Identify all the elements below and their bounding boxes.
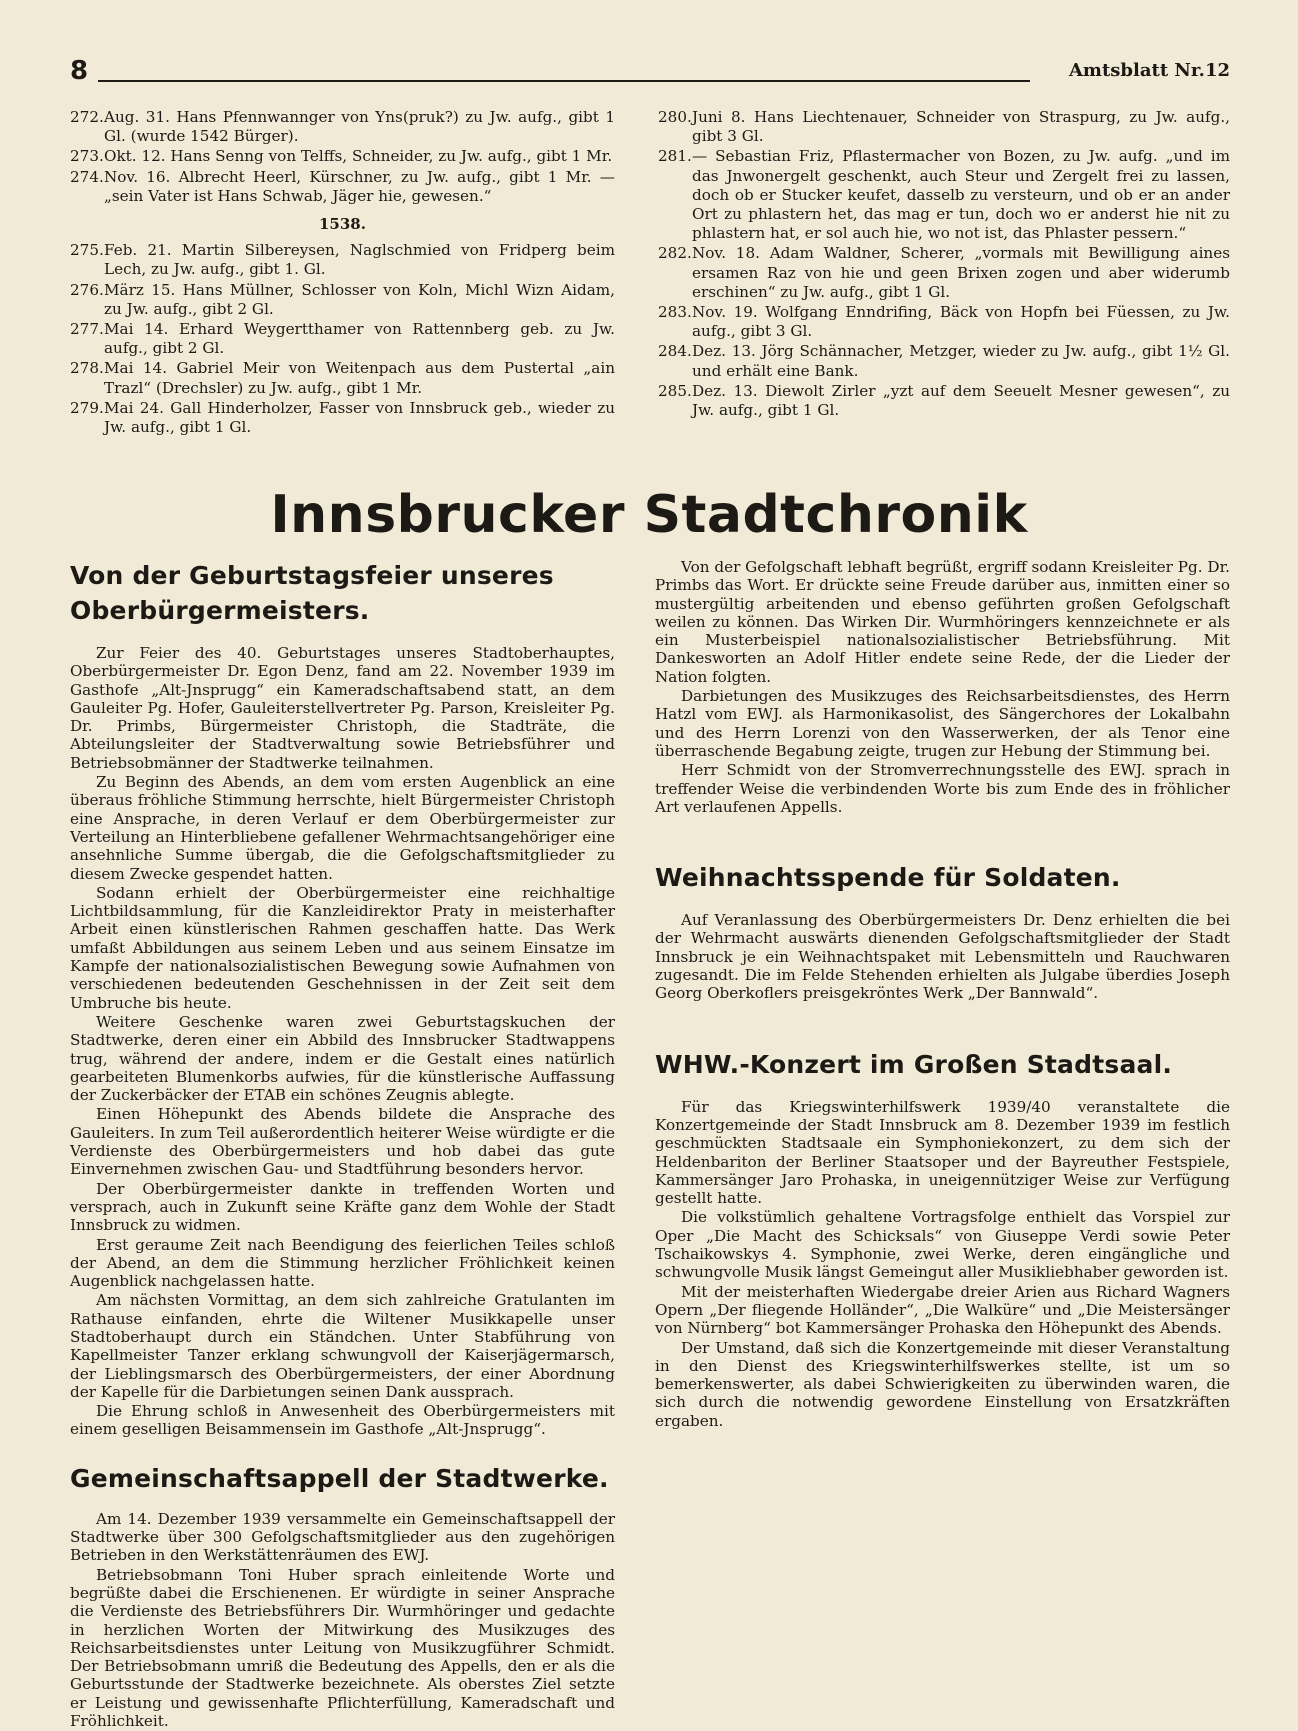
register-column-right (658, 108, 1230, 421)
paragraph: Die volkstümlich gehaltene Vortragsfolge enthielt das Vorspiel zur Oper „Die Macht des Schicksals“ von Giuseppe Verdi sowie Peter Tschaikowskys 4. Symphonie, zwei Werke, deren eingängliche und schwungvolle Musik längst Gemeingut aller Musikliebhaber geworden ist. (655, 1208, 1230, 1282)
headline-appell: Gemeinschaftsappell der Stadtwerke. (70, 1463, 609, 1493)
paragraph: Der Umstand, daß sich die Konzertgemeinde mit dieser Veranstaltung in den Dienst des Kriegswinterhilfswerkes stellte, ist um so bemerkenswerter, als dabei Schwierigkeiten zu überwinden waren, die sich durch die notwendig gewordene Einstellung von Ersatzkräften ergaben. (655, 1338, 1230, 1430)
register-year: 1538. (319, 215, 366, 234)
entry-number: 272. (70, 108, 104, 126)
paragraph: Betriebsobmann Toni Huber sprach einleitende Worte und begrüßte dabei die Erschienenen. Er würdigte in seiner Ansprache die Verdienste des Betriebsführers Dir. Wurmhöringer und gedachte in herzlichen Worten der Mitwirkung des Musikzuges des Reichsarbeitsdienstes unter Leitung von Musikzugführer Schmidt. Der Betriebsobmann umriß die Bedeutung des Appells, den er als die Geburtsstunde der Stadtwerke bezeichnete. Als oberstes Ziel setzte er Leistung und gewissenhafte Pflichterfüllung, Kameradschaft und Fröhlichkeit. (70, 1565, 615, 1731)
register-entry (70, 241, 615, 279)
register-entry (658, 147, 1230, 243)
entry-number: 281. (658, 147, 692, 166)
entry-text: Mai 14. Erhard Weygertthamer von Rattennberg geb. zu Jw. aufg., gibt 2 Gl. (104, 320, 615, 358)
body-column-left (70, 558, 615, 1731)
entry-number: 274. (70, 167, 104, 186)
register-column-left (70, 108, 615, 438)
paragraph: Darbietungen des Musikzuges des Reichsarbeitsdienstes, des Herrn Hatzl vom EWJ. als Harmonikasolist, des Sängerchores der Lokalbahn und des Herrn Lorenzi von den Wasserwerken, der als Tenor eine überraschende Begabung zeigte, trugen zur Hebung der Stimmung bei. (655, 687, 1230, 760)
article-appell-start (70, 1510, 615, 1731)
page-number: 8 (70, 56, 89, 86)
entry-text: Aug. 31. Hans Pfennwannger von Yns(pruk?) zu Jw. aufg., gibt 1 Gl. (wurde 1542 Bürger). (104, 108, 615, 146)
article-birthday (70, 644, 615, 1439)
register-entry (70, 168, 615, 206)
paragraph: Auf Veranlassung des Oberbürgermeisters Dr. Denz erhielten die bei der Wehrmacht auswärts dienenden Gefolgschaftsmitglieder der Stadt Innsbruck je ein Weihnachtspaket mit Lebensmitteln und Rauchwaren zugesandt. Die im Felde Stehenden erhielten als Julgabe überdies Joseph Georg Oberkoflers preisgekröntes Werk „Der Bannwald“. (655, 911, 1230, 1003)
entry-text: Juni 8. Hans Liechtenauer, Schneider von Straspurg, zu Jw. aufg., gibt 3 Gl. (692, 108, 1230, 146)
paragraph: Weitere Geschenke waren zwei Geburtstagskuchen der Stadtwerke, deren einer ein Abbild des Innsbrucker Stadtwappens trug, während der andere, indem er die Gestalt eines natürlich gearbeiteten Blumenkorbs aufwies, für die künstlerische Auffassung der Zuckerbäcker der ETAB ein schönes Zeugnis ablegte. (70, 1012, 615, 1105)
section-masthead: Innsbrucker Stadtchronik (270, 485, 1028, 545)
entry-number: 275. (70, 241, 104, 260)
entry-number: 280. (658, 108, 692, 126)
register-entry (70, 147, 615, 166)
register-entry (658, 382, 1230, 420)
body-column-right (655, 558, 1230, 1431)
register-entry (70, 399, 615, 437)
entry-text: Nov. 18. Adam Waldner, Scherer, „vormals mit Bewilligung aines ersamen Raz von hie und geen Brixen zogen und aber widerumb erschinen“ zu Jw. aufg., gibt 1 Gl. (692, 244, 1230, 301)
paragraph: Herr Schmidt von der Stromverrechnungsstelle des EWJ. sprach in treffender Weise die verbindenden Worte bis zum Ende des in fröhlicher Art verlaufenen Appells. (655, 761, 1230, 816)
entry-text: Dez. 13. Jörg Schännacher, Metzger, wieder zu Jw. aufg., gibt 1½ Gl. und erhält eine Bank. (692, 342, 1230, 380)
entry-text: März 15. Hans Müllner, Schlosser von Koln, Michl Wizn Aidam, zu Jw. aufg., gibt 2 Gl. (104, 280, 615, 318)
paragraph: Zur Feier des 40. Geburtstages unseres Stadtoberhauptes, Oberbürgermeister Dr. Egon Denz, fand am 22. November 1939 im Gasthofe „Alt-Jnsprugg“ ein Kameradschaftsabend statt, an dem Gauleiter Pg. Hofer, Gauleiterstellvertreter Pg. Parson, Kreisleiter Pg. Dr. Primbs, Bürgermeister Christoph, die Stadträte, die Abteilungsleiter der Stadtverwaltung sowie Betriebsführer und Betriebsobmänner der Stadtwerke teilnahmen. (70, 644, 615, 772)
entry-number: 279. (70, 398, 104, 417)
article-appell-continued (655, 558, 1230, 816)
article-whw (655, 1098, 1230, 1430)
entry-number: 283. (658, 303, 692, 322)
register-entry (70, 359, 615, 397)
entry-text: — Sebastian Friz, Pflastermacher von Bozen, zu Jw. aufg. „und im das Jnwonergelt geschenkt, auch Steur und Zergelt frei zu lassen, doch ob er Stucker keufet, dasselb zu versteurn, und ob er an ander Ort zu phlastern het, das mag er tun, doch wo er anderst hie nit zu phlastern hat, er sol auch hie, wo not ist, das Phlaster pessern.“ (692, 147, 1230, 243)
headline-whw: WHW.-Konzert im Großen Stadtsaal. (655, 1049, 1173, 1079)
entry-number: 276. (70, 280, 104, 299)
entry-text: Okt. 12. Hans Senng von Telffs, Schneider, zu Jw. aufg., gibt 1 Mr. (104, 147, 613, 166)
entry-text: Mai 24. Gall Hinderholzer, Fasser von Innsbruck geb., wieder zu Jw. aufg., gibt 1 Gl. (104, 398, 615, 437)
paragraph: Mit der meisterhaften Wiedergabe dreier Arien aus Richard Wagners Opern „Der fliegende Holländer“, „Die Walküre“ und „Die Meistersänger von Nürnberg“ bot Kammersänger Prohaska den Höhepunkt des Abends. (655, 1282, 1230, 1338)
headline-weihnacht: Weihnachtsspende für Soldaten. (655, 863, 1121, 893)
paragraph: Am nächsten Vormittag, an dem sich zahlreiche Gratulanten im Rathause einfanden, ehrte die Wiltener Musikkapelle unser Stadtoberhaupt durch ein Ständchen. Unter Stabführung von Kapellmeister Tanzer erklang schwungvoll der Kaiserjägermarsch, der Lieblingsmarsch des Oberbürgermeisters, der einer Abordnung der Kapelle für die Darbietungen seinen Dank aussprach. (70, 1291, 615, 1401)
paragraph: Für das Kriegswinterhilfswerk 1939/40 veranstaltete die Konzertgemeinde der Stadt Innsbruck am 8. Dezember 1939 im festlich geschmückten Stadtsaale ein Symphoniekonzert, zu dem sich der Heldenbariton der Berliner Staatsoper und der Bayreuther Festspiele, Kammersänger Jaro Prohaska, in uneigennütziger Weise zur Verfügung gestellt hatte. (655, 1097, 1230, 1208)
headline-birthday: Von der Geburtstagsfeier unseres Oberbürgermeisters. (70, 561, 554, 625)
entry-text: Nov. 19. Wolfgang Enndrifing, Bäck von Hopfn bei Füessen, zu Jw. aufg., gibt 3 Gl. (692, 303, 1230, 341)
entry-number: 278. (70, 359, 104, 378)
entry-number: 273. (70, 147, 104, 166)
register-entry (658, 342, 1230, 380)
paragraph: Von der Gefolgschaft lebhaft begrüßt, ergriff sodann Kreisleiter Pg. Dr. Primbs das Wort. Er drückte seine Freude darüber aus, inmitten einer so mustergültig arbeitenden und ebenso geführten großen Gefolgschaft weilen zu können. Das Wirken Dir. Wurmhöringers kennzeichnete er als ein Musterbeispiel nationalsozialistischer Betriebsführung. Mit Dankesworten an Adolf Hitler endete seine Rede, der die Lieder der Nation folgten. (655, 558, 1230, 686)
entry-text: Dez. 13. Diewolt Zirler „yzt auf dem Seeuelt Mesner gewesen“, zu Jw. aufg., gibt 1 Gl. (692, 381, 1230, 420)
register-entry (658, 108, 1230, 146)
register-entry (658, 303, 1230, 341)
running-head (70, 58, 1230, 86)
article-weihnacht (655, 911, 1230, 1002)
paragraph: Der Oberbürgermeister dankte in treffenden Worten und versprach, auch in Zukunft seine Kräfte ganz dem Wohle der Stadt Innsbruck zu widmen. (70, 1179, 615, 1235)
paragraph: Am 14. Dezember 1939 versammelte ein Gemeinschaftsappell der Stadtwerke über 300 Gefolgschaftsmitglieder aus den zugehörigen Betrieben in den Werkstättenräumen des EWJ. (70, 1509, 615, 1565)
paragraph: Einen Höhepunkt des Abends bildete die Ansprache des Gauleiters. In zum Teil außerordentlich heiterer Weise würdigte er die Verdienste des Oberbürgermeisters und hob dabei das gute Einvernehmen zwischen Gau- und Stadtführung besonders hervor. (70, 1105, 615, 1179)
register-entry (658, 244, 1230, 302)
entry-text: Nov. 16. Albrecht Heerl, Kürschner, zu Jw. aufg., gibt 1 Mr. — „sein Vater ist Hans Schwab, Jäger hie, gewesen.“ (104, 167, 615, 205)
paragraph: Erst geraume Zeit nach Beendigung des feierlichen Teiles schloß der Abend, an dem die Stimmung herzlicher Fröhlichkeit keinen Augenblick nachgelassen hatte. (70, 1235, 615, 1291)
register-entry (70, 108, 615, 146)
paragraph: Die Ehrung schloß in Anwesenheit des Oberbürgermeisters mit einem geselligen Beisammensein im Gasthofe „Alt-Jnsprugg“. (70, 1402, 615, 1439)
entry-number: 284. (658, 342, 692, 361)
register-entry (70, 281, 615, 319)
entry-text: Mai 14. Gabriel Meir von Weitenpach aus dem Pustertal „ain Trazl“ (Drechsler) zu Jw. aufg., gibt 1 Mr. (104, 359, 615, 397)
entry-number: 277. (70, 320, 104, 339)
entry-number: 285. (658, 381, 692, 400)
paragraph: Zu Beginn des Abends, an dem vom ersten Augenblick an eine überaus fröhliche Stimmung herrschte, hielt Bürgermeister Christoph eine Ansprache, in deren Verlauf er dem Oberbürgermeister zur Verteilung an Hinterbliebene gefallener Wehrmachtsangehöriger eine ansehnliche Summe übergab, die die Gefolgschaftsmitglieder zu diesem Zwecke gespendet hatten. (70, 773, 615, 883)
entry-text: Feb. 21. Martin Silbereysen, Naglschmied von Fridperg beim Lech, zu Jw. aufg., gibt 1. Gl. (104, 241, 615, 279)
header-rule (98, 80, 1030, 82)
paragraph: Sodann erhielt der Oberbürgermeister eine reichhaltige Lichtbildsammlung, für die Kanzleidirektor Praty in meisterhafter Arbeit einen künstlerischen Rahmen geschaffen hatte. Das Werk umfaßt Abbildungen aus seinem Leben und aus seinem Einsatze im Kampfe der nationalsozialistischen Bewegung sowie Aufnahmen von verschiedenen bedeutenden Geschehnissen in der Zeit seit dem Umbruche bis heute. (70, 883, 615, 1012)
journal-title: Amtsblatt Nr.12 (1068, 60, 1230, 81)
register-entry (70, 320, 615, 358)
entry-number: 282. (658, 244, 692, 263)
